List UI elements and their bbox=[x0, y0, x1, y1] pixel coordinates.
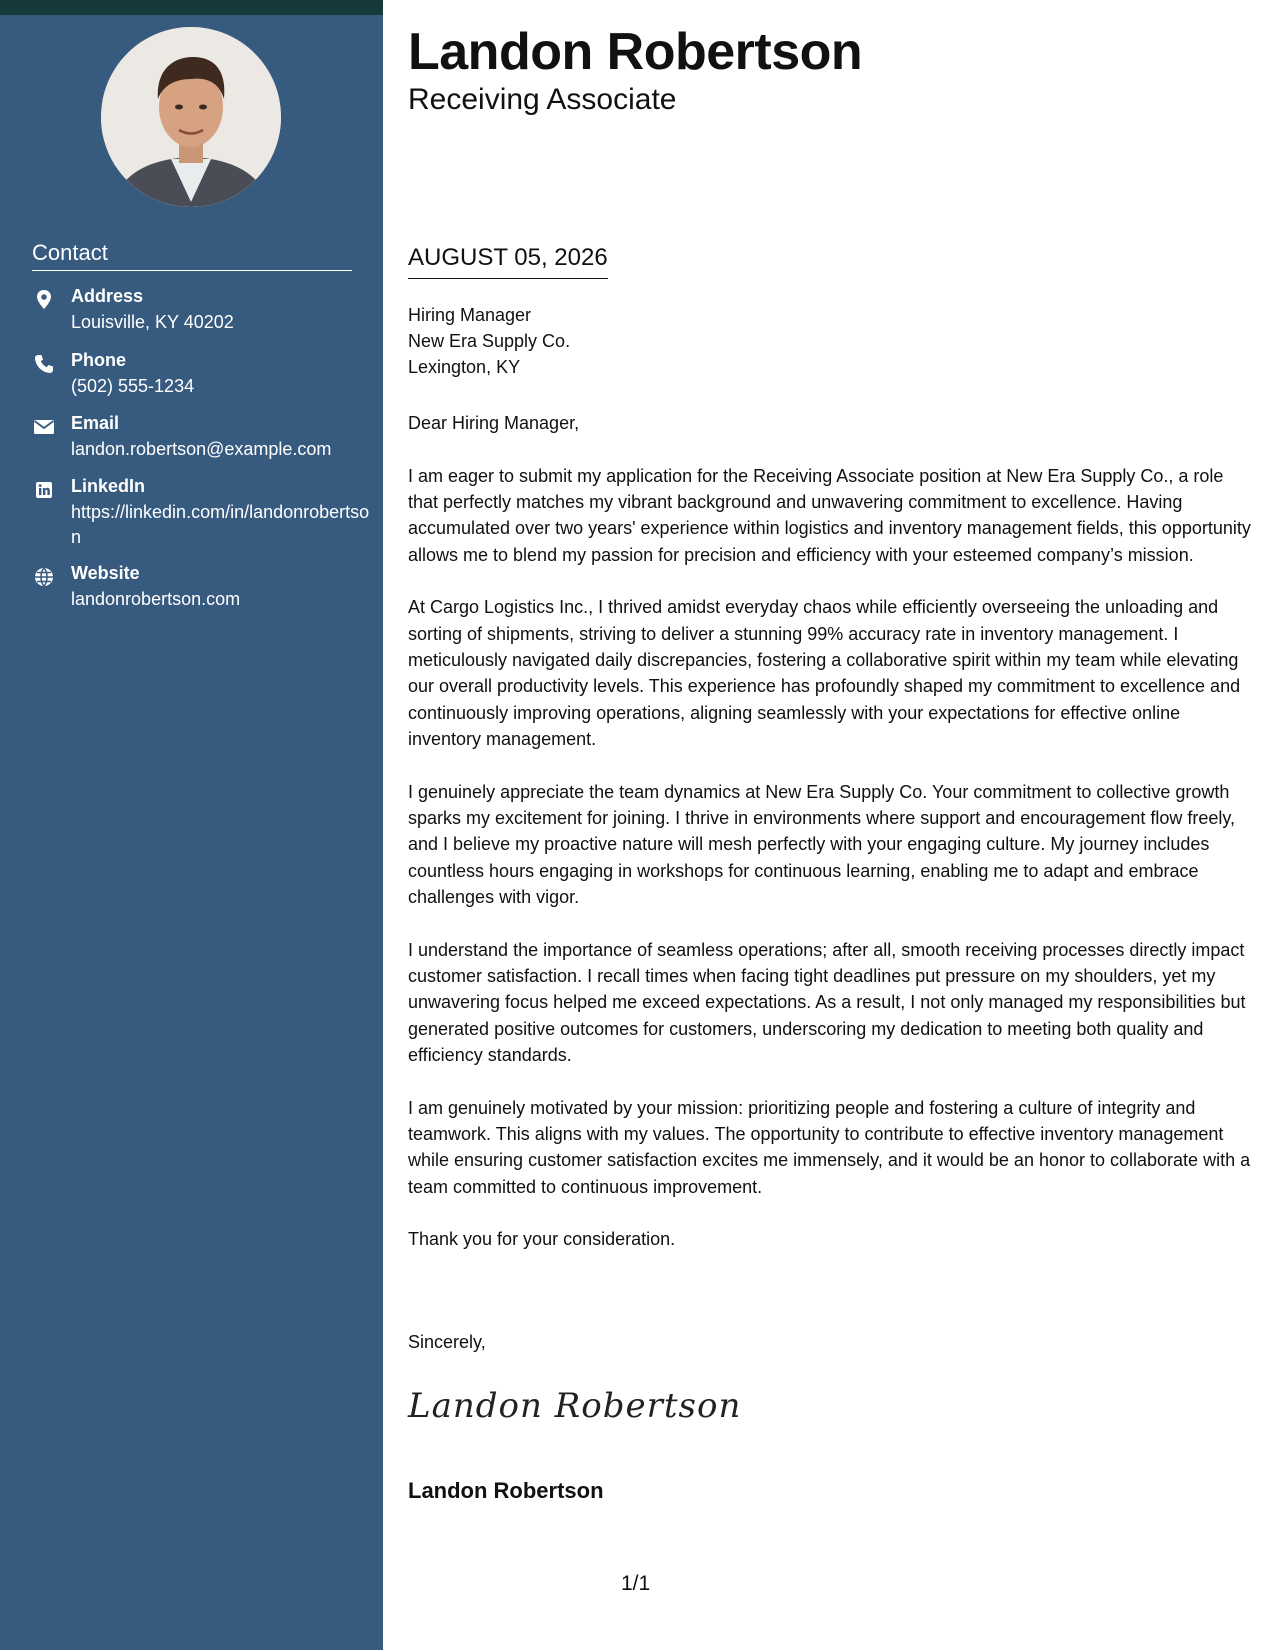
contact-value[interactable]: landonrobertson.com bbox=[71, 589, 241, 609]
letter-body bbox=[408, 410, 1253, 1279]
sidebar-top-bar bbox=[0, 0, 383, 15]
contact-label: Phone bbox=[71, 350, 127, 370]
body-paragraph: I genuinely appreciate the team dynamics at New Era Supply Co. Your commitment to collective growth sparks my excitement for joining. I thrive in environments where support and encouragement flow freely, and I believe my proactive nature will mesh perfectly with your engaging culture. My journey includes countless hours engaging in workshops for continuous learning, enabling me to adapt and embrace challenges with vigor. bbox=[408, 781, 1236, 907]
page-number: 1/1 bbox=[621, 1572, 651, 1595]
contact-value[interactable]: https://linkedin.com/in/landonrobertson bbox=[71, 502, 370, 547]
recipient-line: New Era Supply Co. bbox=[408, 331, 571, 351]
contact-value: landon.robertson@example.com bbox=[71, 439, 332, 459]
salutation: Dear Hiring Manager, bbox=[408, 413, 580, 433]
avatar bbox=[101, 27, 281, 207]
contact-label: Email bbox=[71, 413, 120, 433]
signed-name: Landon Robertson bbox=[408, 1478, 604, 1503]
contact-label: Address bbox=[71, 286, 144, 306]
recipient-line: Hiring Manager bbox=[408, 305, 532, 325]
sidebar bbox=[0, 0, 383, 1650]
applicant-name: Landon Robertson bbox=[408, 23, 863, 81]
contact-label: LinkedIn bbox=[71, 476, 146, 496]
email-icon bbox=[32, 415, 56, 439]
body-paragraph: At Cargo Logistics Inc., I thrived amidst everyday chaos while efficiently overseeing the unloading and sorting of shipments, striving to deliver a stunning 99% accuracy rate in inventory management. I meticulously navigated daily discrepancies, fostering a collaborative spirit within my team while elevating our overall productivity levels. This experience has profoundly shaped my commitment to excellence and continuously improving operations, aligning seamlessly with your expectations for effective online inventory management. bbox=[408, 597, 1241, 749]
contact-heading: Contact bbox=[32, 240, 352, 271]
profile-photo bbox=[101, 27, 281, 207]
body-paragraph: I am eager to submit my application for the Receiving Associate position at New Era Supply Co., a role that perfectly matches my vibrant background and unwavering commitment to excellence. Having accumulated over two years' experience within logistics and inventory management fields, this opportunity allows me to blend my passion for precision and efficiency with your esteemed company’s mission. bbox=[408, 465, 1251, 565]
body-paragraph: Thank you for your consideration. bbox=[408, 1229, 676, 1250]
location-pin-icon bbox=[32, 288, 56, 312]
signature: Landon Robertson bbox=[408, 1386, 742, 1426]
job-title: Receiving Associate bbox=[408, 83, 677, 116]
body-paragraph: I understand the importance of seamless operations; after all, smooth receiving processes directly impact customer satisfaction. I recall times when facing tight deadlines put pressure on my shoulders, yet my unwavering focus helped me exceed expectations. As a result, I not only managed my responsibilities but generated positive outcomes for customers, underscoring my dedication to meeting both quality and efficiency standards. bbox=[408, 939, 1246, 1065]
body-paragraph: I am genuinely motivated by your mission: prioritizing people and fostering a culture of integrity and teamwork. This aligns with my values. The opportunity to contribute to effective inventory management while ensuring customer satisfaction excites me immensely, and it would be an honor to collaborate with a team committed to continuous improvement. bbox=[408, 1097, 1251, 1197]
recipient-block bbox=[408, 302, 570, 380]
letter-date: AUGUST 05, 2026 bbox=[408, 244, 608, 279]
recipient-line: Lexington, KY bbox=[408, 357, 521, 377]
closing: Sincerely, bbox=[408, 1332, 486, 1352]
contact-value: Louisville, KY 40202 bbox=[71, 312, 234, 332]
contact-value: (502) 555-1234 bbox=[71, 376, 195, 396]
globe-icon bbox=[32, 565, 56, 589]
phone-icon bbox=[32, 352, 56, 376]
contact-label: Website bbox=[71, 563, 140, 583]
linkedin-icon bbox=[32, 478, 56, 502]
